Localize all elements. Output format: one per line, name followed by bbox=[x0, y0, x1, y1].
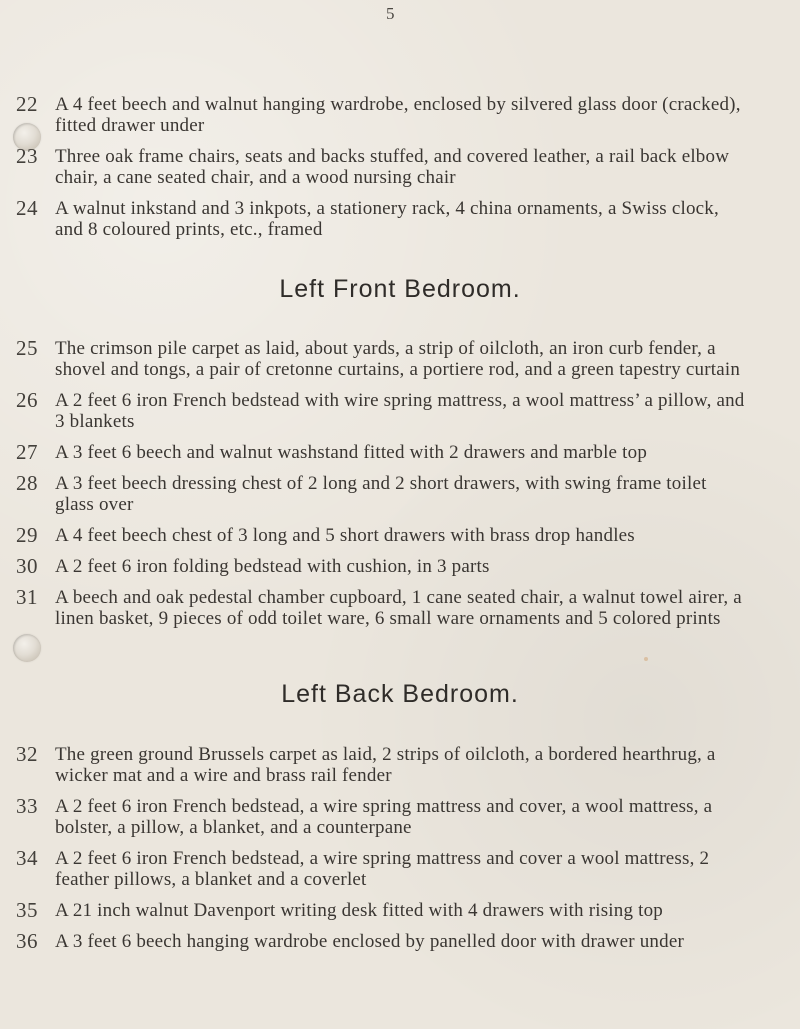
section-title-left-back-bedroom: Left Back Bedroom. bbox=[281, 680, 519, 708]
lot-description: A 3 feet 6 beech and walnut washstand fitted with 2 drawers and marble top bbox=[55, 442, 648, 463]
lot-number: 22 bbox=[16, 92, 38, 116]
page-number: 5 bbox=[386, 4, 395, 23]
list-item bbox=[0, 146, 800, 188]
lot-description: A walnut inkstand and 3 inkpots, a stationery rack, 4 china ornaments, a Swiss clock, and 8 coloured prints, etc., framed bbox=[55, 198, 719, 240]
list-item bbox=[0, 744, 800, 786]
lot-description: A 2 feet 6 iron French bedstead, a wire spring mattress and cover a wool mattress, 2 feather pillows, a blanket and a coverlet bbox=[55, 848, 710, 890]
lot-description: The crimson pile carpet as laid, about yards, a strip of oilcloth, an iron curb fender, a shovel and tongs, a pair of cretonne curtains, a portiere rod, and a green tapestry curtain bbox=[55, 338, 741, 380]
lot-number: 26 bbox=[16, 388, 38, 412]
lot-description: A 3 feet 6 beech hanging wardrobe enclosed by panelled door with drawer under bbox=[55, 931, 684, 952]
lot-description: A 3 feet beech dressing chest of 2 long and 2 short drawers, with swing frame toilet glass over bbox=[55, 473, 707, 515]
lot-description: A beech and oak pedestal chamber cupboard, 1 cane seated chair, a walnut towel airer, a linen basket, 9 pieces of odd toilet ware, 6 small ware ornaments and 5 colored prints bbox=[55, 587, 742, 629]
list-item bbox=[0, 198, 800, 240]
list-item bbox=[0, 442, 800, 463]
lot-number: 36 bbox=[16, 929, 38, 953]
list-item bbox=[0, 390, 800, 432]
lot-number: 30 bbox=[16, 554, 38, 578]
lot-description: A 21 inch walnut Davenport writing desk fitted with 4 drawers with rising top bbox=[55, 900, 663, 921]
list-item bbox=[0, 94, 800, 136]
lot-number: 31 bbox=[16, 585, 38, 609]
lot-number: 27 bbox=[16, 440, 38, 464]
list-item bbox=[0, 796, 800, 838]
lot-number: 28 bbox=[16, 471, 38, 495]
list-item bbox=[0, 900, 800, 921]
lot-number: 32 bbox=[16, 742, 38, 766]
section-lot-list-left-front-bedroom bbox=[0, 338, 800, 639]
lot-number: 34 bbox=[16, 846, 38, 870]
list-item bbox=[0, 587, 800, 629]
lot-number: 24 bbox=[16, 196, 38, 220]
list-item bbox=[0, 931, 800, 952]
section-title-left-front-bedroom: Left Front Bedroom. bbox=[279, 275, 521, 303]
lot-description: A 4 feet beech chest of 3 long and 5 short drawers with brass drop handles bbox=[55, 525, 635, 546]
lot-description: A 2 feet 6 iron French bedstead, a wire spring mattress and cover, a wool mattress, a bolster, a pillow, a blanket, and a counterpane bbox=[55, 796, 713, 838]
lot-description: A 4 feet beech and walnut hanging wardrobe, enclosed by silvered glass door (cracked), fitted drawer under bbox=[55, 94, 741, 136]
lot-number: 33 bbox=[16, 794, 38, 818]
list-item bbox=[0, 525, 800, 546]
lot-number: 29 bbox=[16, 523, 38, 547]
lot-number: 25 bbox=[16, 336, 38, 360]
lot-description: The green ground Brussels carpet as laid, 2 strips of oilcloth, a bordered hearthrug, a wicker mat and a wire and brass rail fender bbox=[55, 744, 716, 786]
lot-number: 23 bbox=[16, 144, 38, 168]
lot-description: A 2 feet 6 iron French bedstead with wire spring mattress, a wool mattress’ a pillow, and 3 blankets bbox=[55, 390, 745, 432]
lot-number: 35 bbox=[16, 898, 38, 922]
list-item bbox=[0, 473, 800, 515]
list-item bbox=[0, 848, 800, 890]
list-item bbox=[0, 338, 800, 380]
lot-description: Three oak frame chairs, seats and backs stuffed, and covered leather, a rail back elbow chair, a cane seated chair, and a wood nursing chair bbox=[55, 146, 730, 188]
section-lot-list-left-back-bedroom bbox=[0, 744, 800, 962]
list-item bbox=[0, 556, 800, 577]
lot-description: A 2 feet 6 iron folding bedstead with cushion, in 3 parts bbox=[55, 556, 490, 577]
section-lot-list-top bbox=[0, 94, 800, 250]
